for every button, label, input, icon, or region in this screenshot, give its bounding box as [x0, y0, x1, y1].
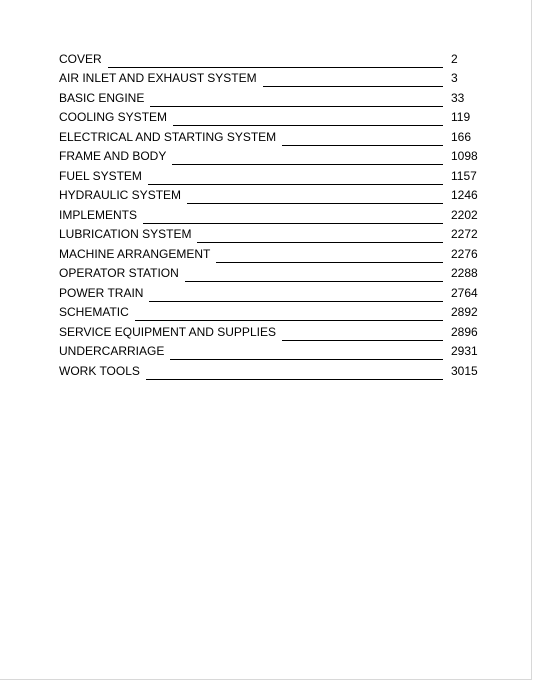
toc-entry-title[interactable]: SERVICE EQUIPMENT AND SUPPLIES	[59, 324, 276, 339]
toc-leader-line	[135, 320, 443, 321]
toc-entry-title[interactable]: COOLING SYSTEM	[59, 110, 168, 124]
toc-entry-page-number[interactable]: 1157	[451, 168, 477, 183]
toc-entry-title[interactable]: MACHINE ARRANGEMENT	[59, 246, 211, 261]
toc-entry-page-number[interactable]: 2931	[451, 344, 478, 358]
toc-entry[interactable]	[59, 300, 479, 320]
toc-entry-title[interactable]: FUEL SYSTEM	[59, 168, 142, 183]
toc-entry[interactable]	[59, 124, 479, 144]
toc-entry-title[interactable]: HYDRAULIC SYSTEM	[59, 188, 182, 202]
toc-entry[interactable]	[59, 261, 479, 281]
toc-entry[interactable]	[59, 280, 479, 300]
toc-entry-title[interactable]: ELECTRICAL AND STARTING SYSTEM	[59, 129, 277, 144]
toc-leader-line	[173, 125, 443, 126]
toc-entry[interactable]	[59, 358, 479, 378]
toc-entry-page-number[interactable]: 166	[451, 129, 472, 144]
toc-entry[interactable]	[59, 163, 479, 183]
toc-entry-page-number[interactable]: 2202	[451, 207, 478, 222]
toc-entry[interactable]	[59, 319, 479, 339]
toc-entry-page-number[interactable]: 2896	[451, 324, 478, 339]
toc-entry[interactable]	[59, 339, 479, 359]
toc-leader-line	[150, 106, 443, 107]
toc-entry-title[interactable]: COVER	[59, 51, 102, 66]
toc-entry-page-number[interactable]: 1246	[451, 188, 478, 202]
toc-leader-line	[187, 203, 443, 204]
toc-leader-line	[282, 340, 443, 341]
toc-entry[interactable]	[59, 46, 479, 66]
toc-leader-line	[216, 262, 443, 263]
toc-leader-line	[148, 184, 443, 185]
table-of-contents	[59, 46, 479, 378]
toc-leader-line	[172, 164, 443, 165]
toc-entry-title[interactable]: SCHEMATIC	[59, 305, 129, 319]
toc-leader-line	[149, 301, 443, 302]
toc-entry-title[interactable]: LUBRICATION SYSTEM	[59, 227, 192, 241]
toc-leader-line	[170, 359, 443, 360]
toc-entry-title[interactable]: FRAME AND BODY	[59, 149, 167, 163]
toc-entry-page-number[interactable]: 3	[451, 71, 458, 85]
toc-entry-page-number[interactable]: 2	[451, 51, 458, 66]
toc-entry-page-number[interactable]: 33	[451, 90, 465, 105]
toc-entry-page-number[interactable]: 3015	[451, 363, 478, 378]
toc-entry[interactable]	[59, 85, 479, 105]
toc-entry[interactable]	[59, 183, 479, 203]
toc-entry-page-number[interactable]: 2272	[451, 227, 478, 241]
toc-leader-line	[282, 145, 443, 146]
toc-leader-line	[197, 242, 443, 243]
toc-leader-line	[263, 86, 443, 87]
toc-leader-line	[143, 223, 443, 224]
toc-entry[interactable]	[59, 241, 479, 261]
toc-entry-page-number[interactable]: 2892	[451, 305, 478, 319]
toc-entry[interactable]	[59, 202, 479, 222]
toc-entry-title[interactable]: OPERATOR STATION	[59, 266, 179, 280]
toc-entry-title[interactable]: POWER TRAIN	[59, 285, 144, 300]
toc-entry-page-number[interactable]: 119	[451, 110, 471, 124]
toc-entry[interactable]	[59, 105, 479, 125]
toc-entry-title[interactable]: WORK TOOLS	[59, 363, 140, 378]
toc-entry-page-number[interactable]: 2276	[451, 246, 478, 261]
toc-entry-title[interactable]: AIR INLET AND EXHAUST SYSTEM	[59, 71, 257, 85]
toc-entry[interactable]	[59, 144, 479, 164]
toc-leader-line	[108, 67, 443, 68]
toc-entry-page-number[interactable]: 2764	[451, 285, 478, 300]
toc-entry-title[interactable]: IMPLEMENTS	[59, 207, 138, 222]
toc-entry[interactable]	[59, 66, 479, 86]
toc-entry-page-number[interactable]: 1098	[451, 149, 478, 163]
toc-leader-line	[185, 281, 443, 282]
toc-entry-title[interactable]: UNDERCARRIAGE	[59, 344, 165, 358]
toc-entry-page-number[interactable]: 2288	[451, 266, 478, 280]
toc-entry-title[interactable]: BASIC ENGINE	[59, 90, 145, 105]
toc-entry[interactable]	[59, 222, 479, 242]
toc-leader-line	[146, 379, 443, 380]
